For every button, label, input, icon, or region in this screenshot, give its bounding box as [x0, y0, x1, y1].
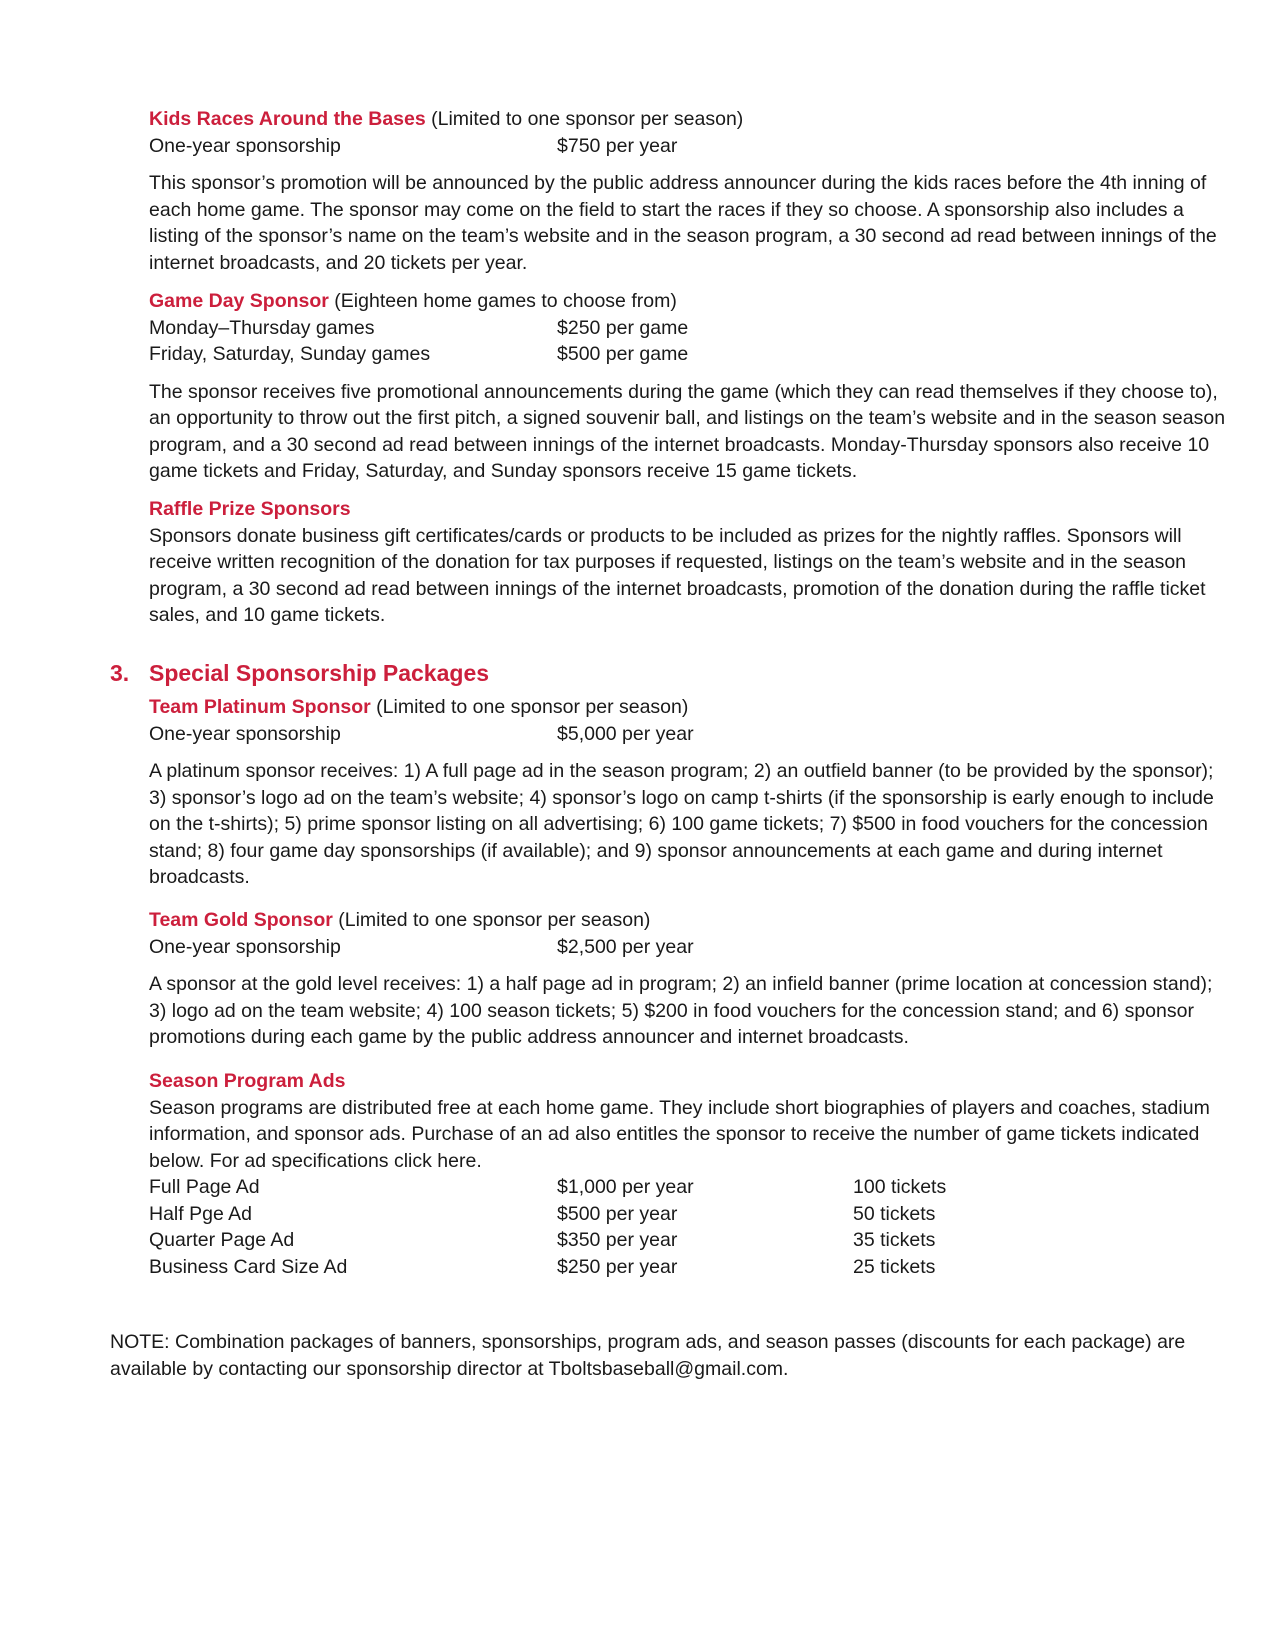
price-row-price: $500 per game: [557, 343, 689, 365]
game-day-title: Game Day Sponsor: [149, 290, 329, 312]
gold-section: [149, 907, 1234, 1051]
ad-price: $350 per year: [557, 1229, 678, 1251]
ad-tickets: 25 tickets: [853, 1255, 936, 1278]
program-ads-heading: [149, 1068, 1234, 1095]
kids-races-description: This sponsor’s promotion will be announced by the public address announcer during the kids races before the 4th inning of each home game. The sponsor may come on the field to start the races if they so choose. A sponsorship also includes a listing of the sponsor’s name on the team’s website and in the season program, a 30 second ad read between innings of the internet broadcasts, and 20 tickets per year.: [149, 172, 1217, 274]
program-ads-section: [149, 1068, 1234, 1280]
raffle-title: Raffle Prize Sponsors: [149, 498, 351, 520]
price-row-label: One-year sponsorship: [149, 722, 341, 745]
ad-price-row: [149, 1254, 1234, 1281]
kids-races-section: [149, 106, 1234, 276]
price-row-price: $250 per game: [557, 316, 689, 339]
gold-note: (Limited to one sponsor per season): [332, 909, 651, 931]
ad-tickets: 35 tickets: [853, 1229, 936, 1251]
price-row-label: One-year sponsorship: [149, 134, 341, 157]
combination-note: NOTE: Combination packages of banners, sponsorships, program ads, and season passes (discounts for each package) are available by contacting our sponsorship director at Tboltsbaseball@gmail.com.: [110, 1331, 1186, 1380]
price-row-label: Friday, Saturday, Sunday games: [149, 343, 431, 365]
price-row: [149, 341, 1234, 368]
price-row-price: $2,500 per year: [557, 935, 694, 958]
ad-tickets: 100 tickets: [853, 1176, 947, 1198]
gold-heading: [149, 907, 1234, 934]
ad-size-label: Quarter Page Ad: [149, 1229, 295, 1251]
ad-price-row: [149, 1174, 1234, 1201]
ad-size-label: Business Card Size Ad: [149, 1255, 348, 1278]
kids-races-title: Kids Races Around the Bases: [149, 108, 426, 130]
game-day-note: (Eighteen home games to choose from): [328, 290, 677, 312]
platinum-title: Team Platinum Sponsor: [149, 696, 371, 718]
gold-description: A sponsor at the gold level receives: 1) a half page ad in program; 2) an infield banner (prime location at concession stand); 3) logo ad on the team website; 4) 100 season tickets; 5) $200 in food vouchers for the concession stand; and 6) sponsor promotions during each game by the public address announcer and internet broadcasts.: [149, 973, 1213, 1048]
platinum-description: A platinum sponsor receives: 1) A full page ad in the season program; 2) an outfield banner (to be provided by the sponsor); 3) sponsor’s logo ad on the team’s website; 4) sponsor’s logo on camp t-shirts (if the sponsorship is early enough to include on the t-shirts); 5) prime sponsor listing on all advertising; 6) 100 game tickets; 7) $500 in food vouchers for the concession stand; 8) four game day sponsorships (if available); and 9) sponsor announcements at each game and during internet broadcasts.: [149, 760, 1214, 888]
ad-price-row: [149, 1227, 1234, 1254]
price-row-price: $5,000 per year: [557, 722, 694, 745]
raffle-heading: [149, 496, 1234, 523]
ad-size-label: Full Page Ad: [149, 1176, 260, 1198]
platinum-price-row: [149, 721, 1234, 748]
gold-title: Team Gold Sponsor: [149, 909, 333, 931]
ad-price: $500 per year: [557, 1202, 678, 1225]
price-row-price: $750 per year: [557, 134, 678, 157]
program-ads-description: Season programs are distributed free at each home game. They include short biographies of players and coaches, stadium information, and sponsor ads. Purchase of an ad also entitles the sponsor to receive the number of game tickets indicated below. For ad specifications click here.: [149, 1096, 1210, 1172]
price-row: [149, 315, 1234, 342]
section-title: Special Sponsorship Packages: [149, 660, 490, 686]
game-day-section: [149, 288, 1234, 485]
price-row-label: One-year sponsorship: [149, 935, 341, 958]
game-day-heading: [149, 288, 1234, 315]
raffle-section: [149, 496, 1234, 629]
platinum-heading: [149, 694, 1234, 721]
kids-races-price-row: [149, 133, 1234, 160]
section-3-heading: [110, 658, 489, 688]
platinum-note: (Limited to one sponsor per season): [370, 696, 689, 718]
ad-size-label: Half Pge Ad: [149, 1202, 252, 1225]
platinum-section: [149, 694, 1234, 891]
ad-price: $250 per year: [557, 1255, 678, 1278]
price-row-label: Monday–Thursday games: [149, 316, 375, 339]
ad-price-row: [149, 1201, 1234, 1228]
raffle-description: Sponsors donate business gift certificates/cards or products to be included as prizes for the nightly raffles. Sponsors will receive written recognition of the donation for tax purposes if requested, listings on the team’s website and in the season program, a 30 second ad read between innings of the internet broadcasts, promotion of the donation during the raffle ticket sales, and 10 game tickets.: [149, 524, 1206, 626]
game-day-description: The sponsor receives five promotional announcements during the game (which they can read themselves if they choose to), an opportunity to throw out the first pitch, a signed souvenir ball, and listings on the team’s website and in the season season program, and a 30 second ad read between innings of the internet broadcasts. Monday-Thursday sponsors also receive 10 game tickets and Friday, Saturday, and Sunday sponsors receive 15 game tickets.: [149, 380, 1226, 482]
kids-races-heading: [149, 106, 1234, 133]
ad-price: $1,000 per year: [557, 1176, 694, 1198]
kids-races-note: (Limited to one sponsor per season): [425, 108, 744, 130]
gold-price-row: [149, 934, 1234, 961]
program-ads-title: Season Program Ads: [149, 1070, 346, 1092]
ad-tickets: 50 tickets: [853, 1202, 936, 1225]
section-number: 3.: [110, 660, 130, 686]
